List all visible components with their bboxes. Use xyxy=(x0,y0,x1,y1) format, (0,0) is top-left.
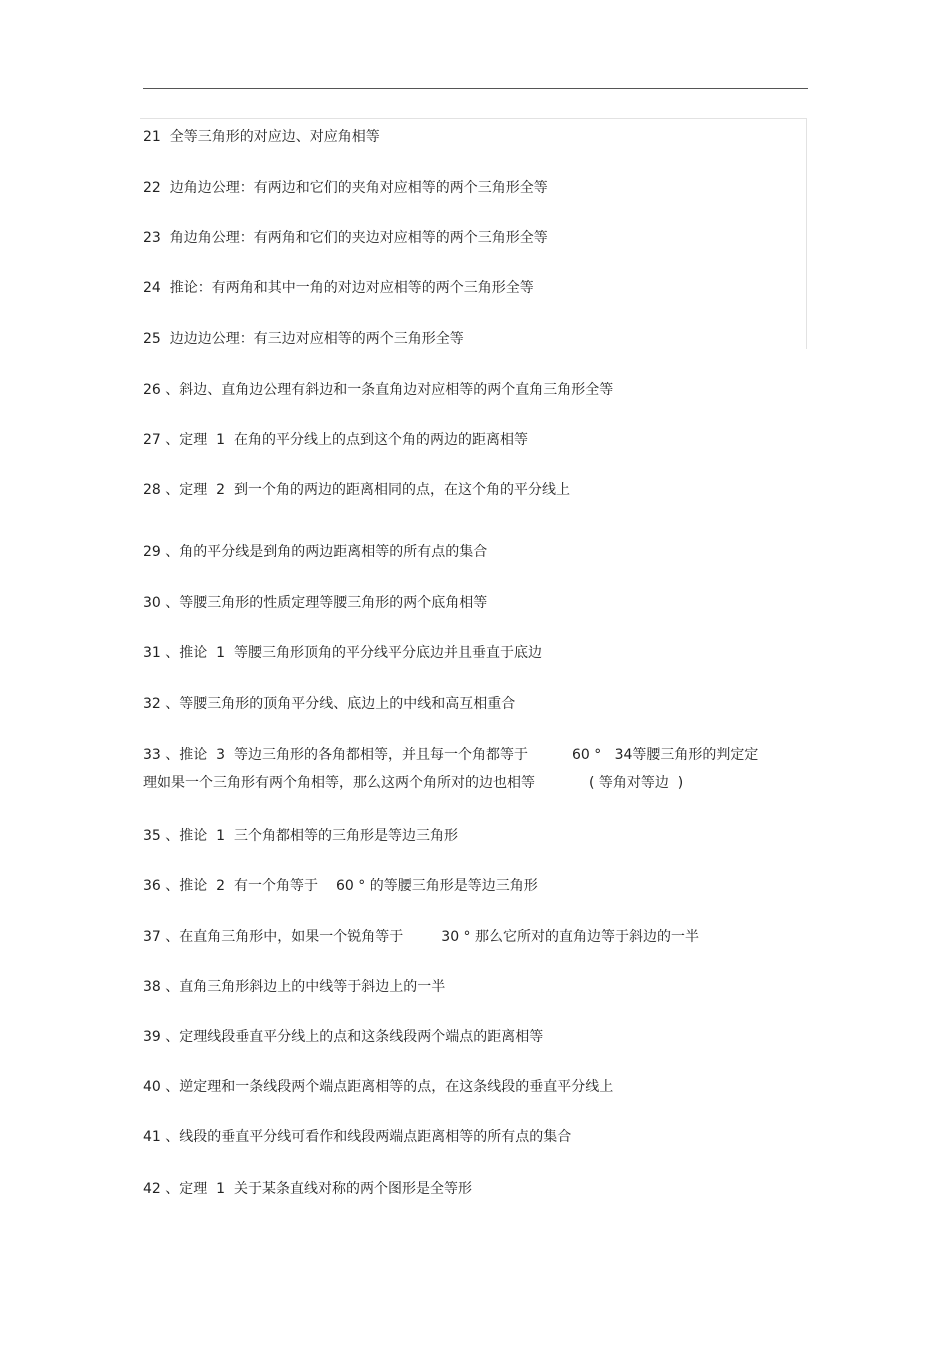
item-text-continued: 30 ° 那么它所对的直角边等于斜边的一半 xyxy=(441,929,699,945)
item-text: 等腰三角形的性质定理等腰三角形的两个底角相等 xyxy=(179,595,488,611)
item-number: 24 xyxy=(143,280,161,296)
theorem-36 xyxy=(143,877,538,895)
item-text: 角的平分线是到角的两边距离相等的所有点的集合 xyxy=(179,544,488,560)
item-text: 边角边公理：有两边和它们的夹角对应相等的两个三角形全等 xyxy=(169,180,548,196)
item-number: 27 xyxy=(143,432,161,448)
item-number: 38 xyxy=(143,979,161,995)
item-text: 角边角公理：有两角和它们的夹边对应相等的两个三角形全等 xyxy=(169,230,548,246)
item-separator: 、 xyxy=(160,878,180,894)
item-number: 22 xyxy=(143,180,161,196)
theorem-32 xyxy=(143,695,515,713)
theorem-29 xyxy=(143,543,487,561)
item-text: 线段的垂直平分线可看作和线段两端点距离相等的所有点的集合 xyxy=(179,1129,572,1145)
item-separator: 、 xyxy=(160,747,180,763)
theorem-39 xyxy=(143,1028,543,1046)
item-separator: 、 xyxy=(160,1181,180,1197)
header-rule xyxy=(143,88,808,89)
item-separator: 、 xyxy=(160,929,180,945)
item-number: 26 xyxy=(143,382,161,398)
theorem-26 xyxy=(143,381,613,399)
item-text-continued: 60 ° 的等腰三角形是等边三角形 xyxy=(336,878,538,894)
item-text: 定理 1 在角的平分线上的点到这个角的两边的距离相等 xyxy=(179,432,528,448)
item-text: 理如果一个三角形有两个角相等，那么这两个角所对的边也相等 xyxy=(143,775,535,791)
item-text: 等腰三角形的顶角平分线、底边上的中线和高互相重合 xyxy=(179,696,516,712)
item-separator: 、 xyxy=(160,828,180,844)
theorem-27 xyxy=(143,431,528,449)
item-number: 39 xyxy=(143,1029,161,1045)
theorem-31 xyxy=(143,644,542,662)
theorem-21 xyxy=(143,128,380,146)
item-separator xyxy=(161,180,170,196)
theorem-22 xyxy=(143,179,548,197)
item-separator: 、 xyxy=(160,482,180,498)
item-text: 推论：有两角和其中一角的对边对应相等的两个三角形全等 xyxy=(169,280,534,296)
theorem-28 xyxy=(143,481,570,499)
item-text: 推论 3 等边三角形的各角都相等，并且每一个角都等于 xyxy=(179,747,528,763)
item-separator xyxy=(161,230,170,246)
item-note: ( 等角对等边 ) xyxy=(589,775,684,791)
item-number: 25 xyxy=(143,331,161,347)
item-separator: 、 xyxy=(160,382,180,398)
item-text: 推论 1 三个角都相等的三角形是等边三角形 xyxy=(179,828,458,844)
item-separator: 、 xyxy=(160,595,180,611)
item-text: 推论 1 等腰三角形顶角的平分线平分底边并且垂直于底边 xyxy=(179,645,542,661)
theorem-33-line-1 xyxy=(143,746,758,764)
theorem-25 xyxy=(143,330,464,348)
item-text: 全等三角形的对应边、对应角相等 xyxy=(169,129,380,145)
item-number: 35 xyxy=(143,828,161,844)
theorem-41 xyxy=(143,1128,571,1146)
item-separator: 、 xyxy=(160,979,180,995)
item-text: 定理 2 到一个角的两边的距离相同的点，在这个角的平分线上 xyxy=(179,482,570,498)
item-number: 21 xyxy=(143,129,161,145)
theorem-40 xyxy=(143,1078,613,1096)
theorem-42 xyxy=(143,1180,472,1198)
theorem-23 xyxy=(143,229,548,247)
item-separator xyxy=(161,331,170,347)
item-separator: 、 xyxy=(160,1079,180,1095)
item-text: 在直角三角形中，如果一个锐角等于 xyxy=(179,929,404,945)
item-text: 定理 1 关于某条直线对称的两个图形是全等形 xyxy=(179,1181,472,1197)
item-number: 32 xyxy=(143,696,161,712)
item-number: 40 xyxy=(143,1079,161,1095)
item-separator: 、 xyxy=(160,696,180,712)
item-number: 42 xyxy=(143,1181,161,1197)
item-number: 33 xyxy=(143,747,161,763)
item-separator xyxy=(161,280,170,296)
item-text: 逆定理和一条线段两个端点距离相等的点，在这条线段的垂直平分线上 xyxy=(179,1079,614,1095)
item-text-continued: 60 ° 34等腰三角形的判定定 xyxy=(572,747,759,763)
item-text: 直角三角形斜边上的中线等于斜边上的一半 xyxy=(179,979,446,995)
item-number: 28 xyxy=(143,482,161,498)
item-separator: 、 xyxy=(160,1129,180,1145)
item-number: 23 xyxy=(143,230,161,246)
item-separator: 、 xyxy=(160,544,180,560)
item-number: 31 xyxy=(143,645,161,661)
item-text: 推论 2 有一个角等于 xyxy=(179,878,318,894)
item-number: 36 xyxy=(143,878,161,894)
theorem-33-line-2 xyxy=(143,774,683,792)
item-number: 41 xyxy=(143,1129,161,1145)
item-number: 29 xyxy=(143,544,161,560)
theorem-37 xyxy=(143,928,699,946)
item-text: 斜边、直角边公理有斜边和一条直角边对应相等的两个直角三角形全等 xyxy=(179,382,614,398)
item-number: 30 xyxy=(143,595,161,611)
item-text: 定理线段垂直平分线上的点和这条线段两个端点的距离相等 xyxy=(179,1029,544,1045)
theorem-24 xyxy=(143,279,534,297)
item-separator: 、 xyxy=(160,1029,180,1045)
item-separator: 、 xyxy=(160,432,180,448)
theorem-35 xyxy=(143,827,458,845)
theorem-30 xyxy=(143,594,487,612)
item-separator: 、 xyxy=(160,645,180,661)
item-text: 边边边公理：有三边对应相等的两个三角形全等 xyxy=(169,331,464,347)
item-separator xyxy=(161,129,170,145)
item-number: 37 xyxy=(143,929,161,945)
theorem-38 xyxy=(143,978,445,996)
